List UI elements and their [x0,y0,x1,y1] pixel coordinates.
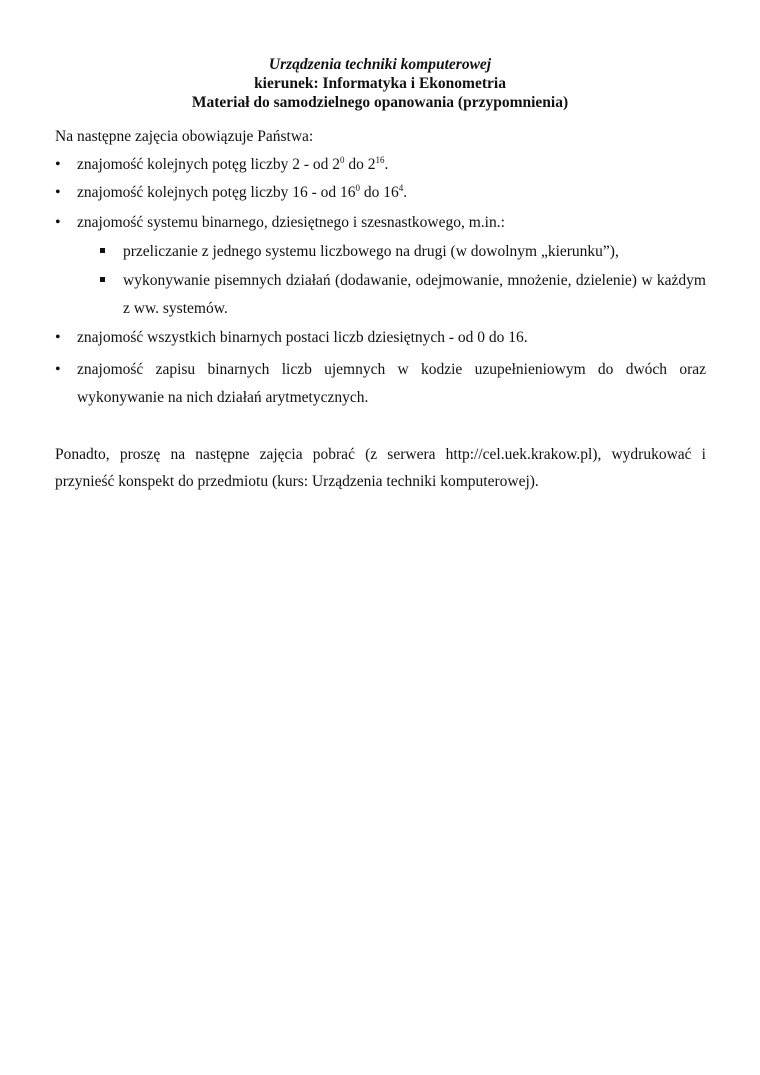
list-item-text: znajomość kolejnych potęg liczby 2 - od $2^0$ do $2^{16}$. [77,155,389,173]
list-item-text: znajomość systemu binarnego, dziesiętnego i szesnastkowego, m.in.: [77,214,505,231]
list-item-text: znajomość zapisu binarnych liczb ujemnych w kodzie uzupełnieniowym do dwóch oraz wykonywanie na nich działań arytmetycznych. [77,361,706,406]
list-item-binary-forms [55,324,706,352]
list-item-number-systems [55,209,706,237]
course-title: Urządzenia techniki komputerowej [268,56,492,73]
sub-item-written-operations [100,267,706,323]
list-item-powers-of-2 [55,151,706,179]
material-subtitle: Materiał do samodzielnego opanowania (przypomnienia) [191,94,569,111]
list-item-text: znajomość kolejnych potęg liczby 16 - od $16^0$ do $16^4$. [77,183,408,201]
square-bullet-icon [100,277,105,282]
list-item-twos-complement [55,356,706,412]
bullet-icon: • [55,329,61,346]
bullet-icon: • [55,156,61,173]
field-of-study: kierunek: Informatyka i Ekonometria [254,75,506,92]
closing-paragraph: Ponadto, proszę na następne zajęcia pobrać (z serwera http://cel.uek.krakow.pl), wydrukować i przynieść konspekt do przedmiotu (kurs: Urządzenia techniki komputerowej). [55,446,706,490]
sub-item-conversion [100,238,706,266]
bullet-icon: • [55,214,61,231]
document-title-block [0,55,760,112]
sub-item-text: przeliczanie z jednego systemu liczbowego na drugi (w dowolnym „kierunku”), [123,243,619,260]
intro-text: Na następne zajęcia obowiązuje Państwa: [55,128,314,145]
bullet-icon: • [55,361,61,378]
list-item-powers-of-16 [55,179,706,207]
square-bullet-icon [100,248,105,253]
bullet-icon: • [55,184,61,201]
sub-item-text: wykonywanie pisemnych działań (dodawanie, odejmowanie, mnożenie, dzielenie) w każdym z ww. systemów. [123,272,706,317]
list-item-text: znajomość wszystkich binarnych postaci liczb dziesiętnych - od 0 do 16. [77,329,528,346]
